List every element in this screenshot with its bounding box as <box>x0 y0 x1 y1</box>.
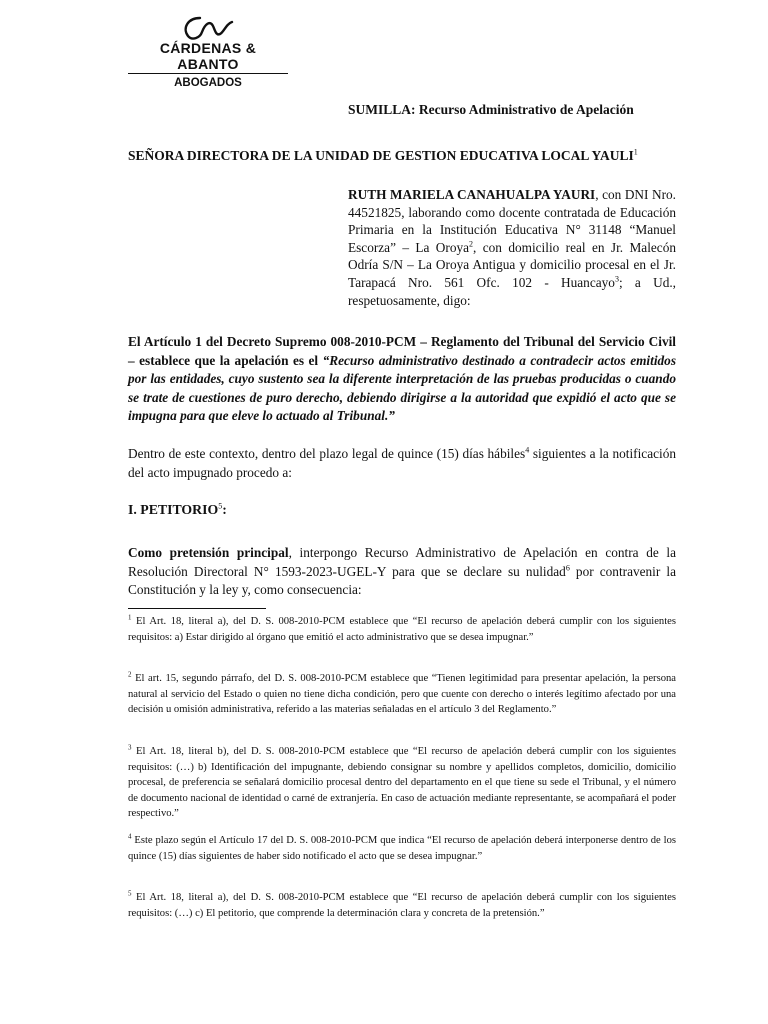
main-claim-text-1: , interpongo Recurso Administrativo de Apelación en contra de la Resolución Directoral N° 1593-2023-UGEL-Y para que se declare su nulidad <box>128 545 676 579</box>
context-text-2: siguientes a la notificación del acto impugnado procedo a: <box>128 446 676 480</box>
footnote-4 <box>128 833 676 864</box>
footnote-1 <box>128 614 676 645</box>
petitorio-colon: : <box>222 502 227 517</box>
addressee <box>128 148 638 164</box>
footnote-separator <box>128 608 266 609</box>
footnote-text: Este plazo según el Artículo 17 del D. S. 008-2010-PCM que indica “El recurso de apelación deberá interponerse dentro de los quince (15) días siguientes de haber sido notificado el acto que se desea impugnar.” <box>128 835 676 862</box>
footnote-2 <box>128 671 676 718</box>
main-claim-paragraph <box>128 544 676 600</box>
legal-basis-paragraph <box>128 333 676 426</box>
firm-logo <box>128 14 288 89</box>
legal-basis-quote: “Recurso administrativo destinado a contradecir actos emitidos por las entidades, cuyo sustento sea la diferente interpretación de las pruebas producidas o cuando se trate de cuestiones de puro derecho, debiendo dirigirse a la autoridad que expidió el acto que se impugna para que eleve lo actuado al Tribunal.” <box>128 352 676 423</box>
context-paragraph <box>128 445 676 482</box>
legal-basis-bold: El Artículo 1 del Decreto Supremo 008-2010-PCM – Reglamento del Tribunal del Servicio Civil – establece que la apelación es el <box>128 334 676 368</box>
applicant-details-1: , con DNI Nro. 44521825, laborando como docente contratada de Educación Primaria en la Institución Educativa N° 31148 “Manuel Escorza” – La Oroya <box>348 187 676 255</box>
footnote-ref-5: 5 <box>218 501 223 511</box>
petitorio-label: I. PETITORIO <box>128 502 219 517</box>
footnote-number: 1 <box>128 613 132 622</box>
section-heading-petitorio <box>128 502 227 518</box>
firm-logo-mark-icon <box>178 14 238 42</box>
footnote-number: 2 <box>128 670 132 679</box>
addressee-text: SEÑORA DIRECTORA DE LA UNIDAD DE GESTION EDUCATIVA LOCAL YAULI <box>128 148 634 163</box>
footnote-ref-2: 2 <box>469 239 474 249</box>
applicant-name: RUTH MARIELA CANAHUALPA YAURI <box>348 187 596 202</box>
firm-subtitle: ABOGADOS <box>174 77 242 89</box>
footnote-number: 4 <box>128 832 132 841</box>
footnote-number: 5 <box>128 889 132 898</box>
footnote-5 <box>128 890 676 921</box>
footnote-ref-4: 4 <box>525 445 530 455</box>
footnote-ref-3: 3 <box>614 274 619 284</box>
footnote-text: El Art. 18, literal a), del D. S. 008-2010-PCM establece que “El recurso de apelación deberá cumplir con los siguientes requisitos: a) Estar dirigido al órgano que emitió el acto administrativo que se desea impugnar.” <box>128 616 676 643</box>
applicant-identification <box>348 186 676 309</box>
footnote-3 <box>128 744 676 822</box>
firm-name: CÁRDENAS & ABANTO <box>128 40 288 74</box>
footnote-ref-1: 1 <box>633 147 638 157</box>
main-claim-text-2: por contravenir la Constitución y la ley y, como consecuencia: <box>128 563 676 597</box>
sumilla: SUMILLA: Recurso Administrativo de Apelación <box>348 102 634 117</box>
context-text-1: Dentro de este contexto, dentro del plazo legal de quince (15) días hábiles <box>128 446 526 461</box>
footnote-ref-6: 6 <box>565 563 570 573</box>
footnote-number: 3 <box>128 743 132 752</box>
footnote-text: El Art. 18, literal a), del D. S. 008-2010-PCM establece que “El recurso de apelación deberá cumplir con los siguientes requisitos: (…) c) El petitorio, que comprende la determinación clara y concreta de la pretensión.” <box>128 892 676 919</box>
main-claim-bold: Como pretensión principal <box>128 545 289 560</box>
footnote-text: El Art. 18, literal b), del D. S. 008-2010-PCM establece que “El recurso de apelación deberá cumplir con los siguientes requisitos: (…) b) Identificación del impugnante, debiendo consignar su nombre y apellidos completos, domicilio, domicilio procesal, de preferencia se señalará domicilio procesal dentro del departamento en el que tiene su sede el Tribunal, y el número de documento nacional de identidad o carné de extranjería. En caso de actuación mediante representante, se acompañará el poder respectivo.” <box>128 746 676 820</box>
applicant-details-2: , con domicilio real en Jr. Malecón Odría S/N – La Oroya Antigua y domicilio procesal en el Jr. Tarapacá Nro. 561 Ofc. 102 - Huancayo <box>348 239 676 290</box>
applicant-details-3: ; a Ud., respetuosamente, digo: <box>348 274 676 308</box>
footnote-text: El art. 15, segundo párrafo, del D. S. 008-2010-PCM establece que “Tienen legitimidad para presentar apelación, la persona natural al servicio del Estado o quien no tiene dicha condición, pero que cuente con derecho o interés legítimo afectado por una decisión u omisión administrativa, referido a las materias señaladas en el artículo 3 del Reglamento.” <box>128 673 677 716</box>
